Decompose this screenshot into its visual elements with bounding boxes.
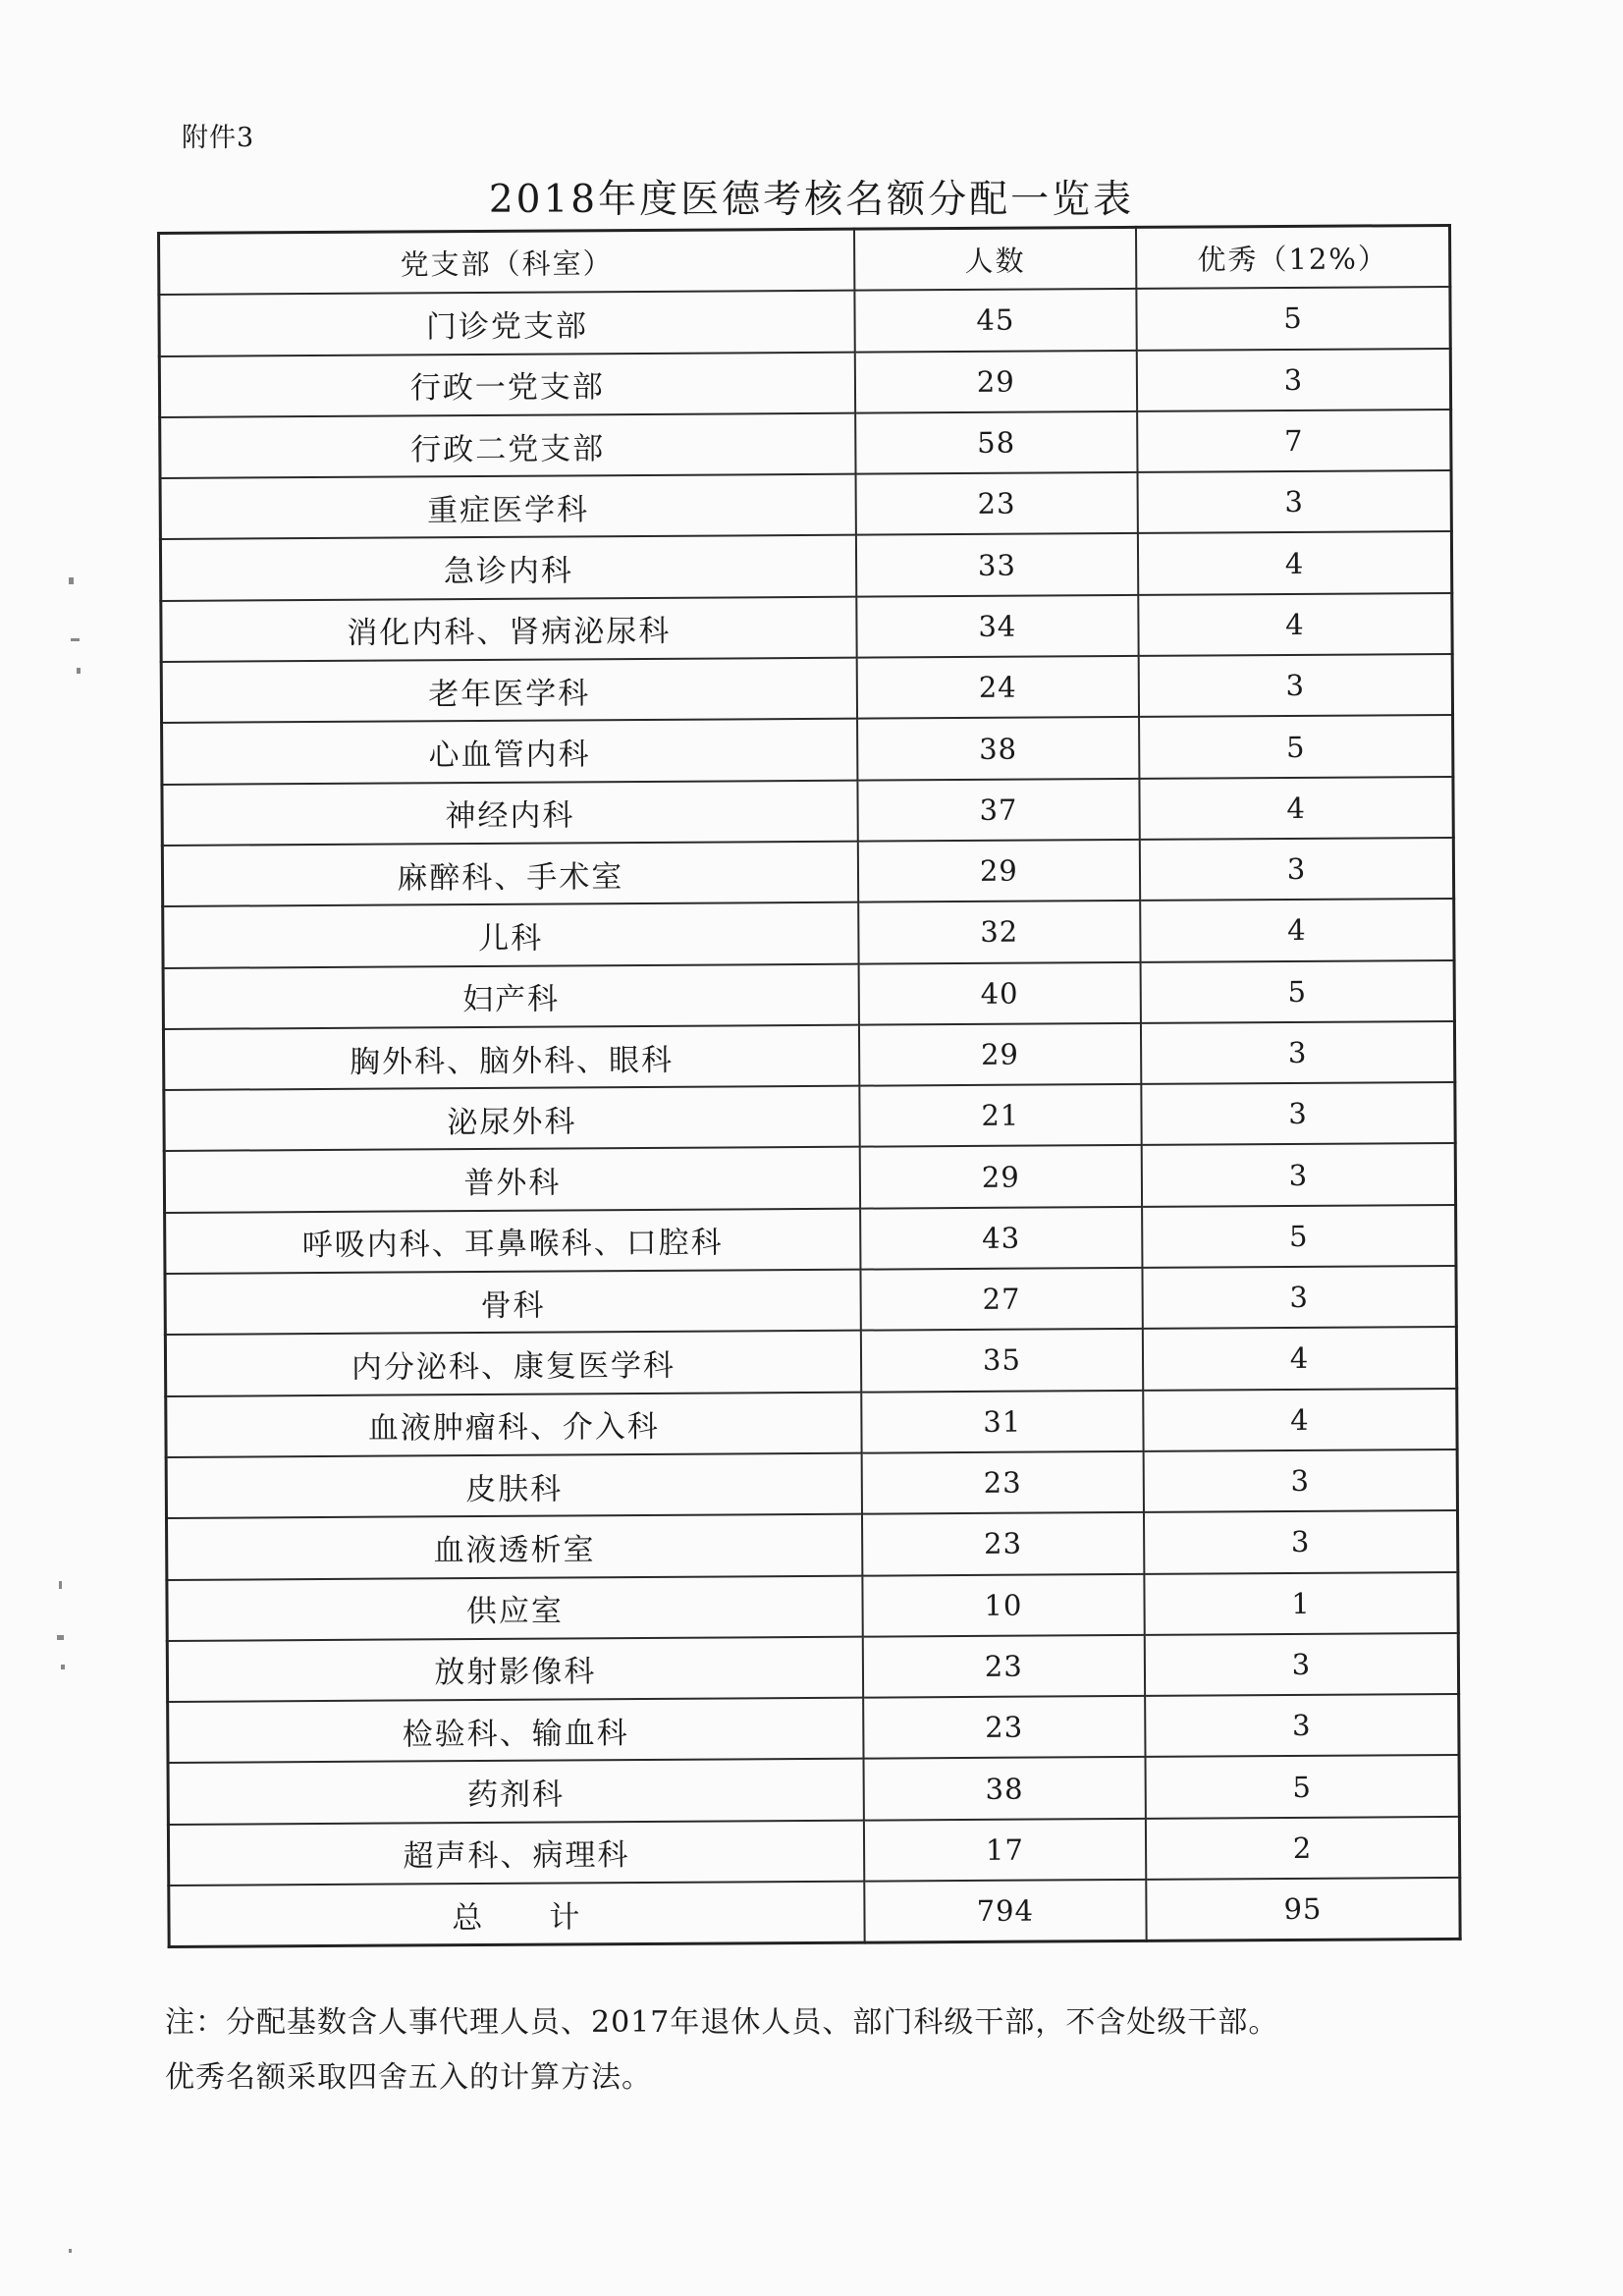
- row-department: 药剂科: [168, 1759, 864, 1825]
- header-department: 党支部（科室）: [159, 229, 855, 295]
- attachment-label: 附件3: [182, 123, 255, 153]
- row-headcount: 17: [864, 1819, 1147, 1882]
- row-excellent-quota: 4: [1138, 593, 1452, 656]
- table-row: [165, 1266, 1456, 1335]
- scan-speck: [77, 668, 81, 674]
- row-department: 普外科: [164, 1147, 860, 1213]
- scan-speck: [69, 577, 74, 584]
- row-headcount: 33: [856, 533, 1139, 596]
- total-row: [169, 1878, 1460, 1947]
- table-row: [162, 838, 1453, 906]
- table-row: [165, 1205, 1456, 1274]
- allocation-table-container: [157, 224, 1464, 1948]
- page-title: 2018年度医德考核名额分配一览表: [488, 178, 1135, 222]
- row-excellent-quota: 4: [1143, 1327, 1457, 1390]
- table-row: [168, 1755, 1459, 1824]
- table-row: [164, 1082, 1455, 1151]
- row-department: 放射影像科: [167, 1636, 863, 1702]
- row-excellent-quota: 5: [1142, 1205, 1456, 1268]
- row-headcount: 29: [859, 1145, 1142, 1208]
- row-headcount: 23: [862, 1512, 1145, 1575]
- table-row: [163, 1021, 1454, 1090]
- row-department: 血液透析室: [167, 1514, 863, 1580]
- row-excellent-quota: 5: [1146, 1755, 1460, 1818]
- table-row: [160, 410, 1451, 478]
- row-department: 麻醉科、手术室: [162, 842, 858, 907]
- row-department: 血液肿瘤科、介入科: [166, 1392, 862, 1457]
- row-headcount: 31: [861, 1391, 1144, 1453]
- row-excellent-quota: 4: [1143, 1389, 1457, 1451]
- row-department: 胸外科、脑外科、眼科: [163, 1025, 859, 1091]
- table-row: [161, 654, 1452, 723]
- row-headcount: 23: [855, 472, 1138, 535]
- table-body: [159, 287, 1460, 1886]
- row-excellent-quota: 1: [1144, 1571, 1458, 1634]
- row-headcount: 23: [861, 1451, 1144, 1514]
- table-row: [162, 777, 1453, 846]
- row-department: 泌尿外科: [164, 1086, 860, 1152]
- row-department: 急诊内科: [160, 535, 856, 601]
- row-excellent-quota: 3: [1137, 349, 1451, 411]
- row-excellent-quota: 5: [1136, 287, 1450, 350]
- footnote-line: 注：分配基数含人事代理人员、2017年退休人员、部门科级干部，不含处级干部。: [165, 2005, 1279, 2040]
- row-headcount: 35: [861, 1329, 1144, 1392]
- row-headcount: 29: [858, 840, 1141, 902]
- row-department: 皮肤科: [166, 1453, 862, 1519]
- footnotes: [165, 1995, 1278, 2105]
- row-department: 行政一党支部: [159, 352, 855, 417]
- row-excellent-quota: 4: [1138, 531, 1452, 594]
- row-department: 行政二党支部: [160, 413, 856, 479]
- scan-speck: [59, 1581, 62, 1589]
- total-headcount: 794: [864, 1880, 1147, 1943]
- row-excellent-quota: 3: [1139, 654, 1453, 717]
- table-row: [167, 1510, 1458, 1579]
- table-row: [163, 899, 1454, 967]
- header-headcount: 人数: [854, 227, 1137, 291]
- row-excellent-quota: 7: [1137, 410, 1451, 472]
- row-headcount: 23: [863, 1696, 1146, 1759]
- scan-speck: [71, 638, 80, 641]
- row-headcount: 38: [857, 717, 1140, 780]
- row-department: 消化内科、肾病泌尿科: [161, 596, 857, 662]
- table-row: [164, 1143, 1455, 1212]
- footnote-line: 优秀名额采取四舍五入的计算方法。: [165, 2060, 652, 2095]
- row-excellent-quota: 3: [1145, 1633, 1459, 1696]
- row-department: 供应室: [167, 1575, 863, 1641]
- scan-speck: [57, 1635, 64, 1640]
- row-headcount: 34: [856, 595, 1139, 658]
- row-headcount: 21: [859, 1084, 1142, 1147]
- row-department: 骨科: [165, 1270, 861, 1336]
- row-department: 心血管内科: [162, 719, 858, 785]
- row-excellent-quota: 3: [1142, 1266, 1456, 1329]
- row-headcount: 29: [854, 351, 1137, 413]
- row-excellent-quota: 5: [1139, 715, 1453, 778]
- row-department: 重症医学科: [160, 474, 856, 540]
- row-department: 超声科、病理科: [168, 1820, 864, 1886]
- row-excellent-quota: 4: [1140, 899, 1454, 961]
- row-headcount: 43: [860, 1207, 1143, 1270]
- row-excellent-quota: 4: [1139, 777, 1453, 840]
- row-department: 儿科: [163, 902, 859, 968]
- table-row: [160, 531, 1451, 600]
- row-excellent-quota: 3: [1145, 1694, 1459, 1757]
- table-row: [161, 593, 1452, 662]
- row-excellent-quota: 3: [1140, 838, 1454, 901]
- row-headcount: 45: [854, 289, 1137, 352]
- row-department: 检验科、输血科: [168, 1698, 864, 1764]
- table-row: [168, 1694, 1459, 1763]
- row-excellent-quota: 3: [1138, 470, 1452, 533]
- row-headcount: 10: [862, 1573, 1145, 1636]
- table-row: [167, 1571, 1458, 1640]
- table-row: [159, 349, 1450, 417]
- row-department: 妇产科: [163, 963, 859, 1029]
- table-row: [159, 287, 1450, 355]
- row-department: 内分泌科、康复医学科: [165, 1331, 861, 1396]
- row-excellent-quota: 3: [1141, 1021, 1455, 1084]
- row-department: 呼吸内科、耳鼻喉科、口腔科: [165, 1208, 861, 1274]
- row-excellent-quota: 2: [1146, 1817, 1460, 1880]
- table-row: [166, 1449, 1457, 1518]
- table-row: [167, 1633, 1458, 1702]
- table-row: [163, 960, 1454, 1029]
- row-department: 神经内科: [162, 780, 858, 846]
- total-label: 总 计: [169, 1882, 865, 1947]
- table-row: [166, 1389, 1457, 1457]
- row-headcount: 40: [858, 961, 1141, 1024]
- row-excellent-quota: 5: [1141, 960, 1455, 1023]
- table-row: [165, 1327, 1456, 1395]
- row-headcount: 32: [858, 901, 1141, 963]
- table-row: [160, 470, 1451, 539]
- allocation-table: [157, 224, 1462, 1948]
- scan-speck: [69, 2249, 72, 2253]
- table-row: [168, 1817, 1459, 1886]
- row-department: 老年医学科: [161, 658, 857, 724]
- row-headcount: 37: [857, 779, 1140, 842]
- row-headcount: 24: [856, 656, 1139, 719]
- row-excellent-quota: 3: [1144, 1449, 1458, 1512]
- row-excellent-quota: 3: [1144, 1510, 1458, 1573]
- table-header-row: [159, 225, 1450, 295]
- header-excellent-quota: 优秀（12%）: [1136, 225, 1450, 289]
- row-headcount: 38: [863, 1757, 1146, 1820]
- scan-speck: [61, 1665, 65, 1669]
- total-excellent-quota: 95: [1146, 1878, 1460, 1941]
- table-row: [162, 715, 1453, 784]
- row-excellent-quota: 3: [1141, 1082, 1455, 1145]
- row-excellent-quota: 3: [1142, 1143, 1456, 1206]
- row-headcount: 23: [862, 1635, 1145, 1698]
- row-headcount: 27: [860, 1268, 1143, 1331]
- row-department: 门诊党支部: [159, 291, 855, 356]
- row-headcount: 58: [855, 411, 1138, 474]
- row-headcount: 29: [859, 1023, 1142, 1086]
